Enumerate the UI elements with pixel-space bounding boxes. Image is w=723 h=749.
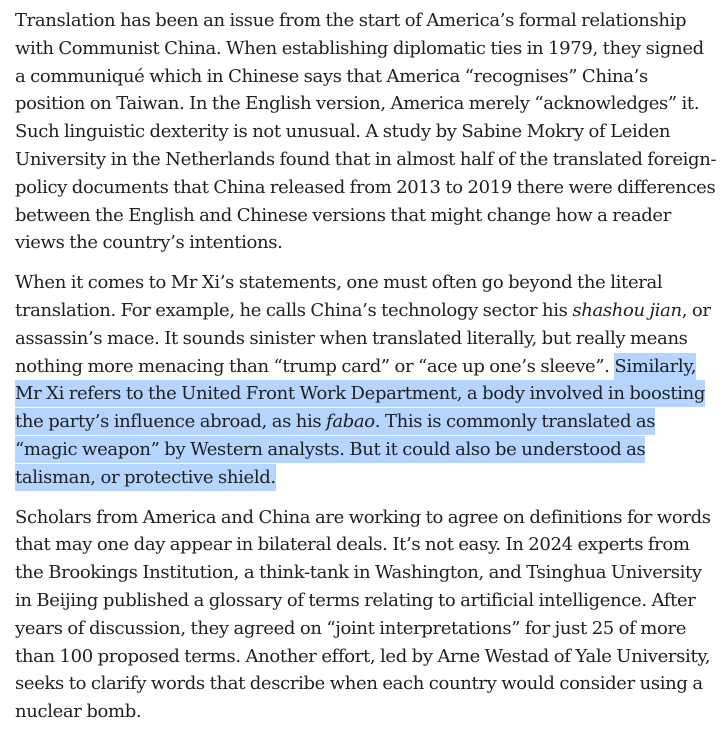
term-shashou-jian: shashou jian [572, 299, 682, 321]
paragraph-3: Scholars from America and China are working to agree on definitions for words that may one day appear in bilateral deals. It’s not easy. In 2024 experts from the Brookings Institution, a think-tank in Washington, and Tsinghua University in Beijing published a glossary of terms relating to artificial intelligence. After years of discussion, they agreed on “joint interpretations” for just 25 of more than 100 proposed terms. Another effort, led by Arne Westad of Yale University, seeks to clarify words that describe when each country would consider using a nuclear bomb. [15, 506, 711, 723]
selected-text-c: . This is commonly translated as “magic weapon” by Western analysts. But it could also be understood as talisman, or protective shield. [15, 411, 656, 488]
paragraph-2 [15, 269, 717, 491]
paragraph-2-text-c: , or assassin’s mace. It sounds sinister when translated literally, but really means nothing more menacing than “trump card” or “ace up one’s sleeve”. [15, 299, 711, 377]
paragraph-1: Translation has been an issue from the start of America’s formal relationship with Communist China. When establishing diplomatic ties in 1979, they signed a communiqué which in Chinese says that America “recognises” China’s position on Taiwan. In the English version, America merely “acknowledges” it. Such linguistic dexterity is not unusual. A study by Sabine Mokry of Leiden University in the Netherlands found that in almost half of the translated foreign-policy documents that China released from 2013 to 2019 there were differences between the English and Chinese versions that might change how a reader views the country’s intentions. [15, 10, 717, 254]
article-body [15, 7, 717, 738]
paragraph-2-text-a: When it comes to Mr Xi’s statements, one must often go beyond the literal translation. For example, he calls China’s technology sector his [15, 272, 663, 321]
selected-text-a: Similarly, Mr Xi refers to the United Front Work Department, a body involved in boosting the party’s influence abroad, as his [15, 355, 706, 433]
term-fabao: fabao [326, 411, 375, 433]
